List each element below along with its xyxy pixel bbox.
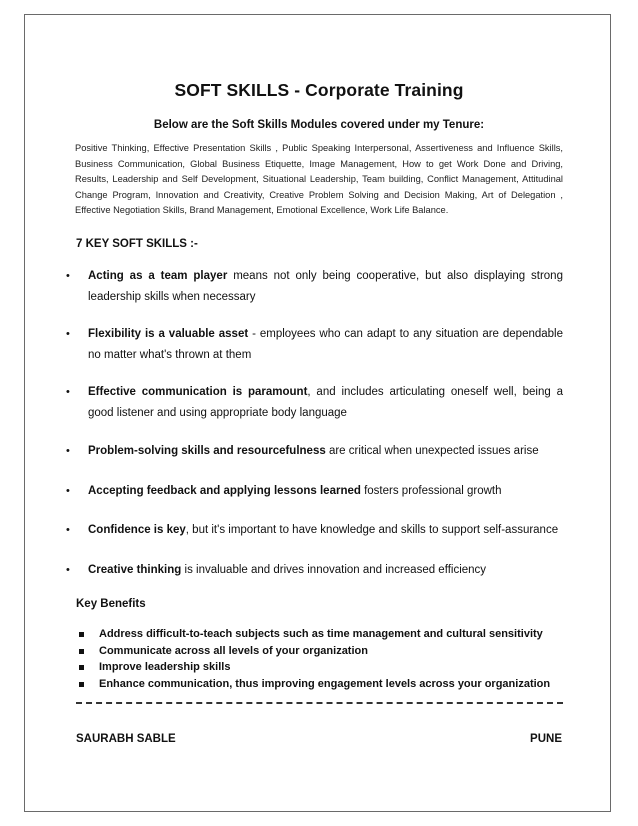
skill-item: [66, 481, 563, 502]
skill-text: [88, 441, 563, 462]
benefit-text: Communicate across all levels of your organization: [99, 644, 368, 657]
bullet-icon: •: [66, 524, 70, 536]
benefit-item: [78, 643, 550, 660]
square-bullet-icon: [79, 649, 84, 654]
benefit-text: Improve leadership skills: [99, 661, 231, 673]
skill-rest: , and includes articulating oneself well, being a good listener and using appropriate body language: [88, 386, 563, 419]
skill-item: [66, 266, 563, 308]
square-bullet-icon: [79, 682, 84, 687]
skill-item: [66, 560, 563, 581]
skill-bold: Acting as a team player: [88, 270, 228, 282]
skill-text: [88, 324, 563, 366]
bullet-icon: •: [66, 386, 70, 398]
benefit-item: [78, 676, 550, 693]
square-bullet-icon: [79, 665, 84, 670]
skill-text: [88, 266, 563, 308]
skill-rest: , but it's important to have knowledge and skills to support self-assurance: [185, 524, 559, 536]
skill-item: [66, 324, 563, 366]
skill-rest: - employees who can adapt to any situation are dependable no matter what's thrown at them: [88, 328, 563, 361]
dashed-divider: [76, 702, 563, 704]
skill-bold: Accepting feedback and applying lessons learned: [88, 485, 361, 497]
skill-rest: means not only being cooperative, but also displaying strong leadership skills when necessary: [88, 270, 563, 303]
skill-bold: Confidence is key: [88, 524, 186, 536]
skill-rest: is invaluable and drives innovation and increased efficiency: [181, 564, 487, 576]
skill-text: [88, 481, 563, 502]
square-bullet-icon: [79, 632, 84, 637]
bullet-icon: •: [66, 270, 70, 282]
bullet-icon: •: [66, 564, 70, 576]
skill-rest: are critical when unexpected issues arise: [325, 445, 539, 457]
benefit-item: [78, 659, 550, 676]
skill-item: [66, 382, 563, 424]
document-title: SOFT SKILLS - Corporate Training: [174, 80, 464, 100]
bullet-icon: •: [66, 485, 70, 497]
skill-bold: Problem-solving skills and resourcefulness: [88, 445, 326, 457]
bullet-icon: •: [66, 328, 70, 340]
modules-paragraph: Positive Thinking, Effective Presentation Skills , Public Speaking Interpersonal, Assertiveness and Influence Skills, Business Communication, Global Business Etiquette, Image Management, How to get Work Done and Driving, Results, Leadership and Self Development, Situational Leadership, Team building, Conflict Management, Attitudinal Change Program, Innovation and Creativity, Creative Problem Solving and Decision Making, Art of Delegation , Effective Negotiation Skills, Brand Management, Emotional Excellence, Work Life Balance.: [75, 143, 563, 216]
skill-bold: Flexibility is a valuable asset: [88, 328, 249, 340]
document-subtitle: Below are the Soft Skills Modules covered under my Tenure:: [153, 119, 485, 131]
skill-text: [88, 520, 563, 541]
skill-bold: Effective communication is paramount: [88, 386, 308, 398]
footer-name: SAURABH SABLE: [76, 733, 176, 745]
footer-location: PUNE: [530, 733, 562, 745]
benefit-text: Address difficult-to-teach subjects such as time management and cultural sensitivity: [99, 628, 543, 640]
benefit-item: [78, 626, 550, 643]
benefits-heading: Key Benefits: [76, 598, 146, 610]
benefit-text: Enhance communication, thus improving engagement levels across your organization: [99, 677, 551, 690]
skill-rest: fosters professional growth: [360, 485, 502, 497]
benefits-list: [78, 626, 550, 692]
skill-text: [88, 382, 563, 424]
skill-text: [88, 560, 563, 581]
skill-item: [66, 441, 563, 462]
skill-item: [66, 520, 563, 541]
key-skills-heading: 7 KEY SOFT SKILLS :-: [76, 238, 198, 250]
bullet-icon: •: [66, 445, 70, 457]
skill-bold: Creative thinking: [88, 564, 182, 576]
